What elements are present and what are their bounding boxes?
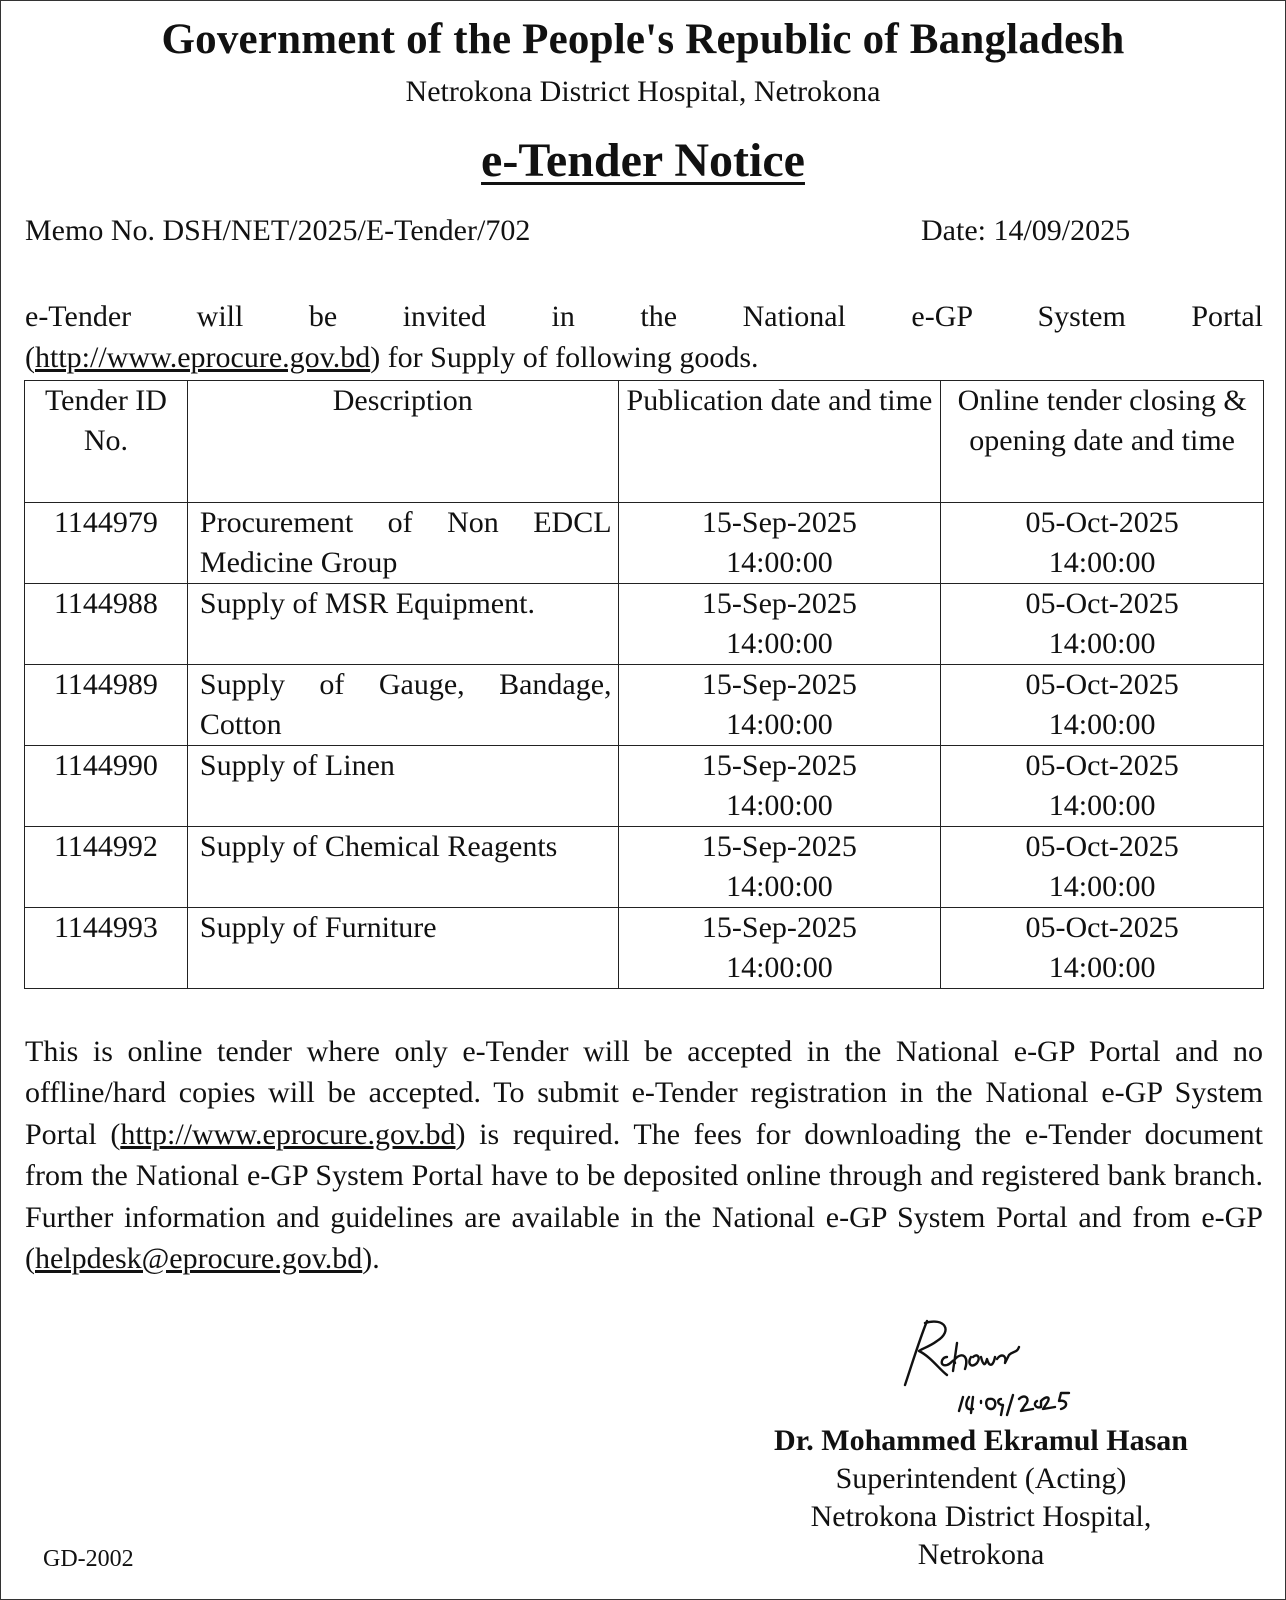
tender-description: Supply of Chemical Reagents [187, 827, 618, 908]
tender-id: 1144993 [25, 908, 188, 989]
intro-paren-open: ( [25, 341, 35, 374]
publication-date: 15-Sep-2025 [701, 749, 857, 782]
closing-datetime [941, 746, 1264, 827]
tender-id: 1144989 [25, 665, 188, 746]
closing-datetime [941, 827, 1264, 908]
eprocure-link-body[interactable]: http://www.eprocure.gov.bd [120, 1117, 456, 1151]
publication-datetime [618, 908, 941, 989]
tender-id: 1144992 [25, 827, 188, 908]
memo-date: Date: 14/09/2025 [921, 214, 1131, 247]
signatory-name: Dr. Mohammed Ekramul Hasan [774, 1424, 1188, 1457]
helpdesk-email-link[interactable]: helpdesk@eprocure.gov.bd [35, 1242, 363, 1276]
notice-title: e-Tender Notice [481, 134, 805, 187]
publication-date: 15-Sep-2025 [701, 911, 857, 944]
closing-datetime [941, 908, 1264, 989]
tender-description: Supply of MSR Equipment. [187, 584, 618, 665]
intro-line: e-Tender will be invited in the National e-GP System Portal [25, 300, 1263, 333]
closing-datetime [941, 584, 1264, 665]
table-row [25, 827, 1264, 908]
closing-time: 14:00:00 [1048, 546, 1156, 579]
closing-time: 14:00:00 [1048, 789, 1156, 822]
signatory-designation: Superintendent (Acting) [835, 1462, 1127, 1495]
publication-datetime [618, 665, 941, 746]
closing-date: 05-Oct-2025 [1025, 506, 1179, 539]
publication-time: 14:00:00 [726, 870, 833, 903]
publication-datetime [618, 746, 941, 827]
header-tender-id: Tender ID No. [25, 381, 188, 503]
handwritten-signature [897, 1313, 1097, 1423]
header-description: Description [187, 381, 618, 503]
publication-datetime [618, 584, 941, 665]
closing-time: 14:00:00 [1048, 627, 1156, 660]
government-title: Government of the People's Republic of Bangladesh [161, 16, 1125, 63]
intro-paren-close: ) for Supply of following goods. [370, 341, 759, 374]
publication-datetime [618, 827, 941, 908]
closing-time: 14:00:00 [1048, 708, 1156, 741]
signature-block [721, 1422, 1241, 1574]
tender-table [24, 380, 1264, 989]
eprocure-link[interactable]: http://www.eprocure.gov.bd [35, 341, 371, 374]
header-publication: Publication date and time [618, 381, 941, 503]
intro-paragraph [25, 296, 1263, 378]
publication-time: 14:00:00 [726, 546, 833, 579]
tender-id: 1144979 [25, 503, 188, 584]
closing-date: 05-Oct-2025 [1025, 749, 1179, 782]
tender-description: Supply of Linen [187, 746, 618, 827]
table-row [25, 665, 1264, 746]
table-header-row [25, 381, 1264, 503]
publication-date: 15-Sep-2025 [701, 830, 857, 863]
tender-id: 1144988 [25, 584, 188, 665]
tender-id: 1144990 [25, 746, 188, 827]
signatory-office-line-1: Netrokona District Hospital, [810, 1500, 1152, 1533]
publication-time: 14:00:00 [726, 627, 833, 660]
instructions-part-1: This is online tender where only e-Tender will be accepted in the National e-GP Portal and no offline/hard copies will be accepted. To submit e-Tender registration in the National e-GP System Portal ( [25, 1035, 1263, 1151]
tender-description: Supply of Furniture [187, 908, 618, 989]
publication-datetime [618, 503, 941, 584]
publication-date: 15-Sep-2025 [701, 668, 857, 701]
instructions-part-3: ). [362, 1242, 380, 1276]
gd-code: GD-2002 [43, 1546, 134, 1572]
table-row [25, 584, 1264, 665]
publication-date: 15-Sep-2025 [701, 506, 857, 539]
table-row [25, 908, 1264, 989]
tender-description: Procurement of Non EDCL Medicine Group [187, 503, 618, 584]
table-row [25, 746, 1264, 827]
tender-description: Supply of Gauge, Bandage, Cotton [187, 665, 618, 746]
instructions-part-2: ) is required. The fees for downloading the e-Tender document from the National e-GP System Portal have to be deposited online through and registered bank branch. Further information and guidelines are available in the National e-GP System Portal and from e-GP ( [25, 1117, 1263, 1276]
header-closing: Online tender closing & opening date and time [941, 381, 1264, 503]
closing-date: 05-Oct-2025 [1025, 830, 1179, 863]
closing-date: 05-Oct-2025 [1025, 668, 1179, 701]
closing-datetime [941, 665, 1264, 746]
publication-date: 15-Sep-2025 [701, 587, 857, 620]
signatory-office-line-2: Netrokona [917, 1538, 1045, 1571]
instructions-paragraph [25, 1031, 1263, 1279]
closing-date: 05-Oct-2025 [1025, 911, 1179, 944]
closing-time: 14:00:00 [1048, 951, 1156, 984]
publication-time: 14:00:00 [726, 951, 833, 984]
memo-number: Memo No. DSH/NET/2025/E-Tender/702 [25, 214, 531, 247]
office-subtitle: Netrokona District Hospital, Netrokona [405, 75, 881, 108]
closing-date: 05-Oct-2025 [1025, 587, 1179, 620]
closing-datetime [941, 503, 1264, 584]
publication-time: 14:00:00 [726, 789, 833, 822]
publication-time: 14:00:00 [726, 708, 833, 741]
table-row [25, 503, 1264, 584]
closing-time: 14:00:00 [1048, 870, 1156, 903]
